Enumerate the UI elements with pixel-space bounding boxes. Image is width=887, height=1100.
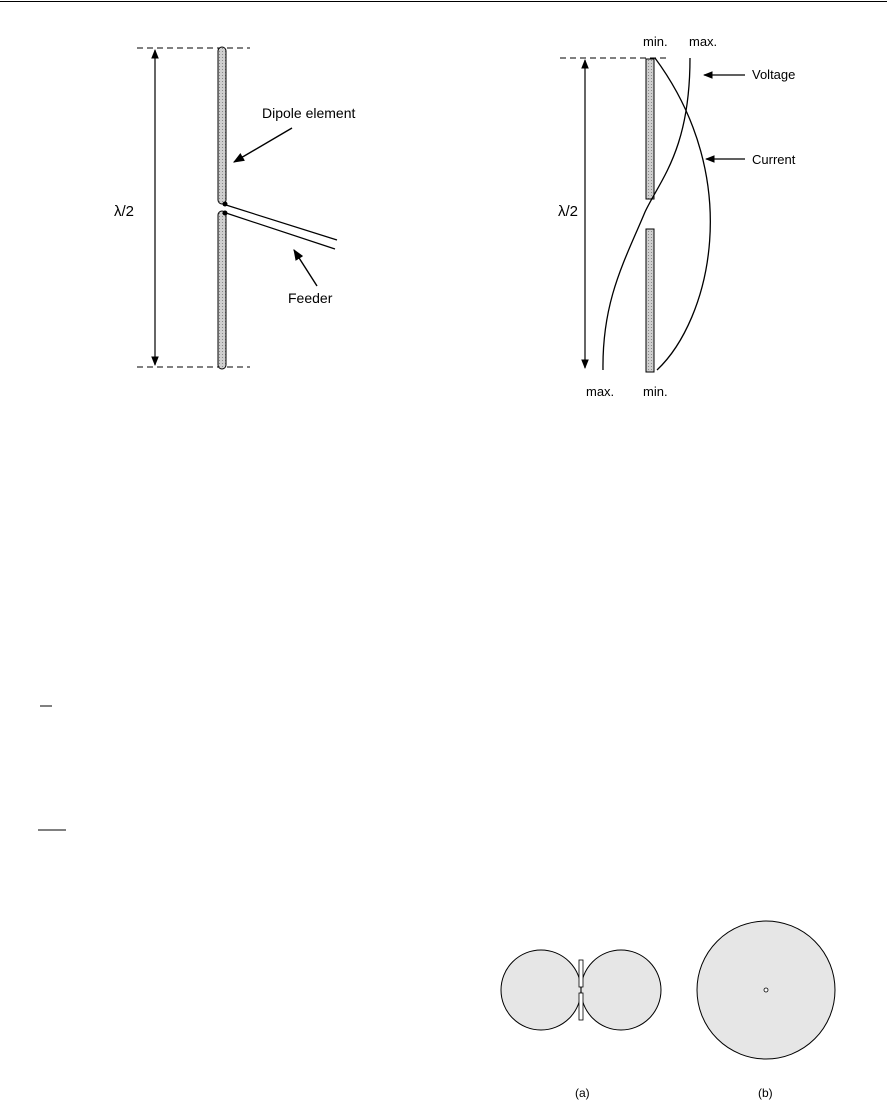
distribution-length-label: λ/2 (558, 203, 579, 220)
pattern-a-right-lobe (581, 950, 661, 1030)
feeder-wire-upper (226, 205, 337, 240)
feeder-pointer-arrow (294, 250, 317, 286)
dipole-figure (114, 47, 355, 369)
bottom-min-label: min. (643, 384, 668, 399)
distribution-upper-element (646, 59, 654, 199)
top-min-label: min. (643, 34, 668, 49)
top-max-label: max. (689, 34, 718, 49)
distribution-figure (558, 34, 796, 399)
pattern-b-dipole-point (764, 988, 768, 992)
current-label: Current (752, 152, 796, 167)
dipole-length-label: λ/2 (114, 203, 135, 220)
distribution-lower-element (646, 229, 654, 372)
dipole-lower-element (218, 211, 226, 369)
pattern-a-dipole-upper (579, 960, 583, 987)
feeder-wire-lower (226, 213, 335, 249)
pattern-a-left-lobe (501, 950, 581, 1030)
bottom-max-label: max. (586, 384, 615, 399)
voltage-label: Voltage (752, 67, 796, 82)
pattern-b-figure (697, 921, 835, 1100)
dipole-upper-element (218, 47, 226, 204)
dipole-element-label: Dipole element (262, 105, 356, 121)
pattern-a-label: (a) (575, 1086, 590, 1100)
pattern-b-label: (b) (758, 1086, 773, 1100)
dipole-element-pointer-arrow (234, 128, 292, 162)
pattern-a-dipole-lower (579, 993, 583, 1020)
pattern-a-figure (501, 950, 661, 1100)
current-curve (655, 58, 710, 370)
feeder-label: Feeder (288, 290, 333, 306)
